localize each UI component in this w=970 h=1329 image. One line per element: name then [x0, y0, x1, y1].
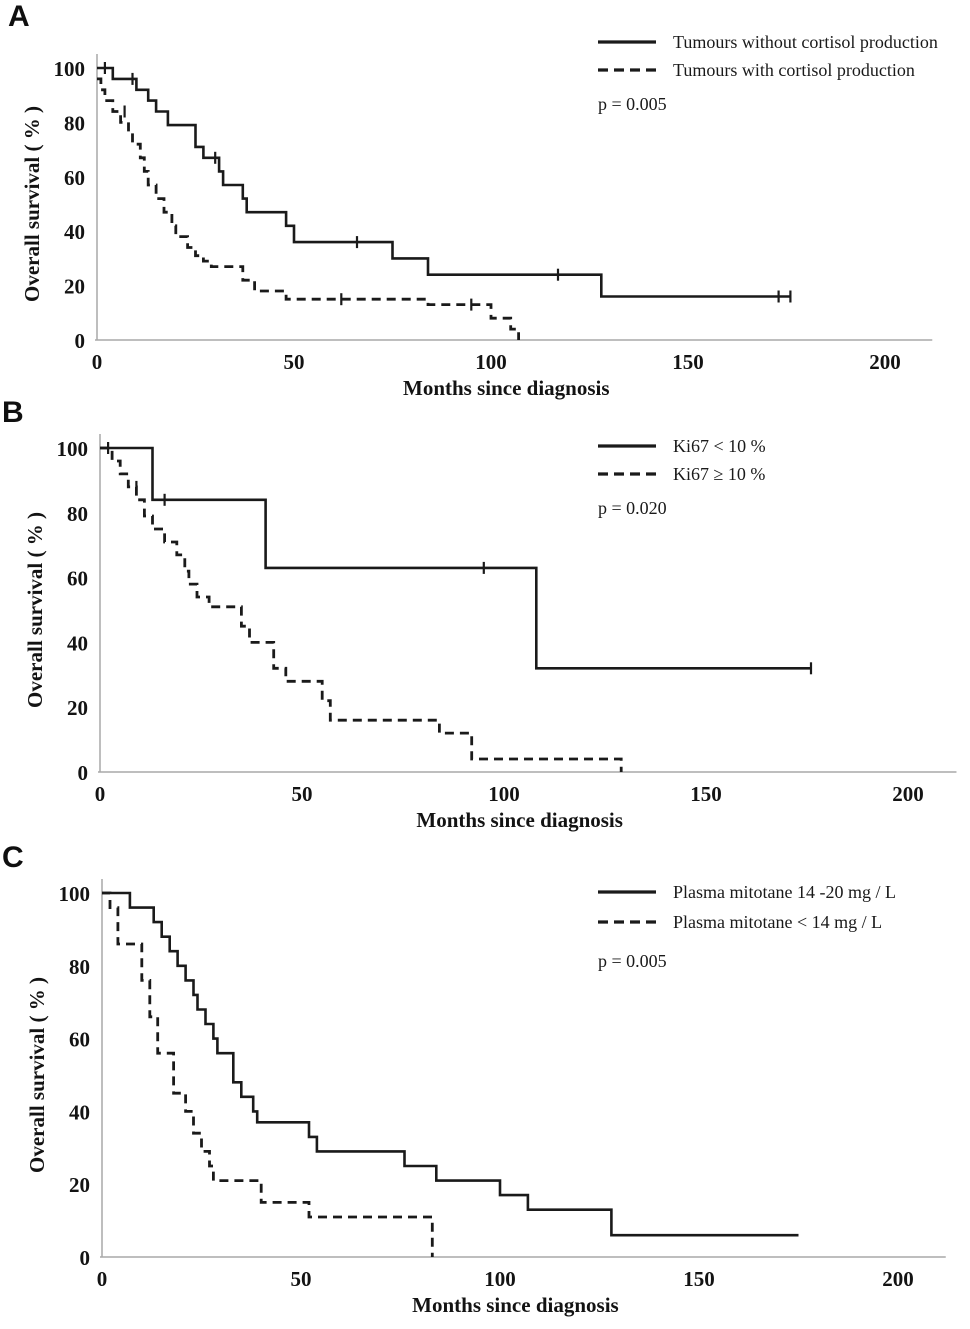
- x-tick-label: 100: [475, 350, 507, 374]
- y-tick-label: 80: [67, 501, 88, 526]
- legend-label: Ki67 < 10 %: [673, 435, 766, 456]
- legend-row: [598, 28, 970, 56]
- y-tick-label: 40: [64, 220, 85, 245]
- y-tick-label: 0: [79, 1246, 90, 1270]
- y-tick-label: 100: [53, 57, 85, 81]
- legend-row: [598, 432, 970, 460]
- y-tick-label: 60: [69, 1027, 90, 1052]
- y-axis-title: Overall survival ( % ): [25, 977, 49, 1173]
- p-value: p = 0.005: [598, 951, 667, 971]
- x-tick-label: 100: [484, 1267, 516, 1291]
- y-axis-title: Overall survival ( % ): [20, 106, 44, 302]
- x-tick-label: 150: [683, 1267, 715, 1291]
- y-tick-label: 40: [67, 631, 88, 656]
- survival-curve-dashed: [102, 893, 432, 1257]
- x-tick-label: 0: [96, 1267, 108, 1291]
- y-tick-label: 0: [77, 761, 88, 785]
- legend-line-dashed-icon: [598, 66, 656, 74]
- y-tick-label: 100: [58, 882, 90, 906]
- legend-label: Tumours without cortisol production: [673, 31, 938, 52]
- panel-label-a: A: [8, 0, 30, 33]
- y-tick-label: 20: [67, 696, 88, 721]
- legend-row: [598, 460, 970, 488]
- x-tick-label: 0: [91, 350, 103, 374]
- x-tick-label: 50: [290, 1267, 312, 1291]
- y-tick-label: 80: [69, 954, 90, 979]
- y-tick-label: 20: [69, 1173, 90, 1198]
- survival-curve-dashed: [100, 448, 621, 772]
- y-tick-label: 20: [64, 274, 85, 299]
- x-tick-label: 100: [488, 782, 520, 806]
- legend-row: [598, 907, 970, 937]
- y-tick-label: 0: [74, 329, 85, 353]
- legend-line-dashed-icon: [598, 470, 656, 478]
- y-axis-title: Overall survival ( % ): [23, 512, 47, 708]
- y-tick-label: 40: [69, 1100, 90, 1125]
- legend-line-solid-icon: [598, 888, 656, 896]
- panel-label-c: C: [2, 841, 24, 874]
- panel-label-b: B: [2, 396, 24, 429]
- survival-curve-dashed: [97, 79, 519, 340]
- y-tick-label: 60: [67, 566, 88, 591]
- legend-label: Ki67 ≥ 10 %: [673, 463, 766, 484]
- x-tick-label: 50: [291, 782, 313, 806]
- x-axis-title: Months since diagnosis: [403, 376, 610, 400]
- x-tick-label: 150: [672, 350, 704, 374]
- x-tick-label: 200: [882, 1267, 914, 1291]
- legend-label: Plasma mitotane < 14 mg / L: [673, 911, 883, 932]
- legend-label: Tumours with cortisol production: [673, 59, 915, 80]
- legend-line-dashed-icon: [598, 918, 656, 926]
- x-tick-label: 200: [892, 782, 924, 806]
- x-tick-label: 200: [869, 350, 901, 374]
- legend-label: Plasma mitotane 14 -20 mg / L: [673, 881, 896, 902]
- x-axis-title: Months since diagnosis: [416, 808, 623, 832]
- x-tick-label: 150: [690, 782, 722, 806]
- p-value: p = 0.005: [598, 94, 667, 114]
- legend-panel-a: [598, 28, 970, 115]
- p-value: p = 0.020: [598, 498, 667, 518]
- y-tick-label: 80: [64, 111, 85, 136]
- y-tick-label: 60: [64, 165, 85, 190]
- legend-panel-c: [598, 877, 970, 972]
- legend-line-solid-icon: [598, 442, 656, 450]
- legend-line-solid-icon: [598, 38, 656, 46]
- x-tick-label: 50: [283, 350, 305, 374]
- x-axis-title: Months since diagnosis: [412, 1293, 619, 1317]
- y-tick-label: 100: [56, 437, 88, 461]
- legend-row: [598, 877, 970, 907]
- x-tick-label: 0: [94, 782, 106, 806]
- legend-row: [598, 56, 970, 84]
- legend-panel-b: [598, 432, 970, 519]
